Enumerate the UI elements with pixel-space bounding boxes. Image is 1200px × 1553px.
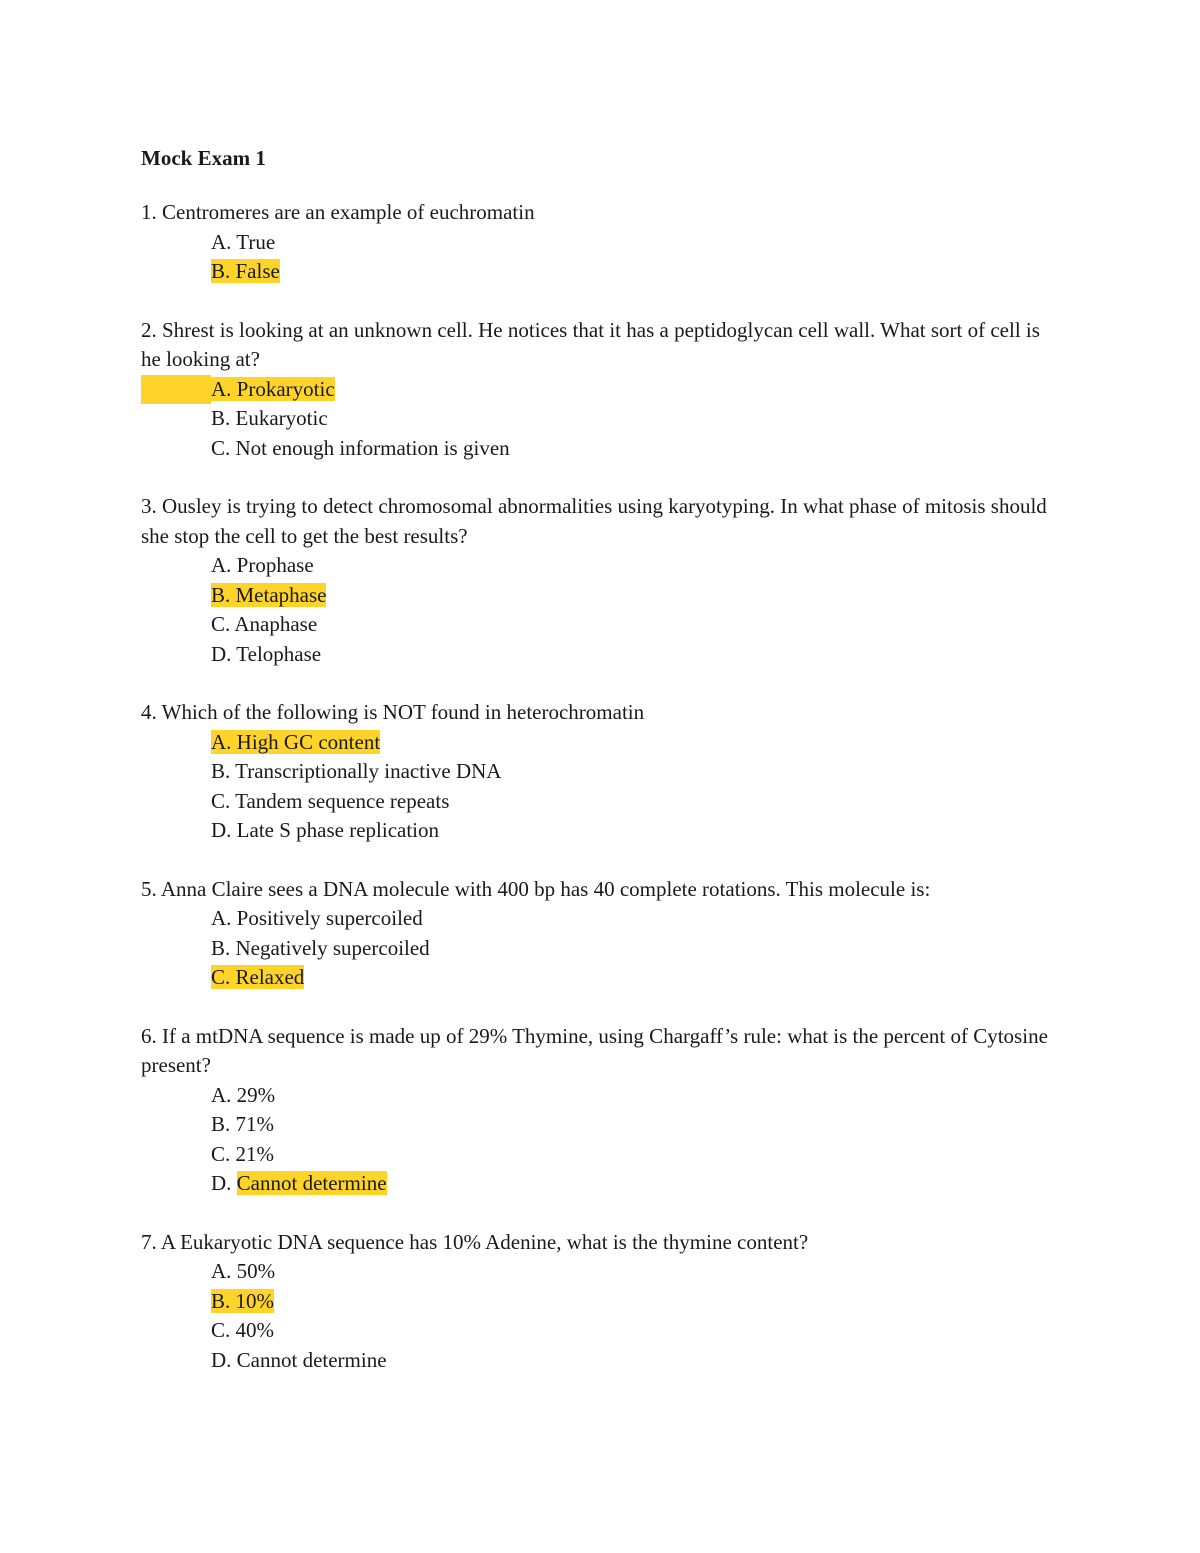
answer-option: A. True — [211, 229, 276, 254]
answer-option: C. Not enough information is given — [211, 435, 510, 460]
answer-option: A. 29% — [211, 1082, 276, 1107]
question-1 — [141, 198, 1061, 287]
answer-option: A. 50% — [211, 1259, 276, 1283]
answer-option — [141, 1287, 1061, 1317]
question-text: 5. Anna Claire sees a DNA molecule with 400 bp has 40 complete rotations. This molecule is: — [141, 876, 931, 901]
answer-option: D. Cannot determine — [211, 1347, 387, 1372]
answer-option: C. 40% — [211, 1318, 274, 1342]
answer-option — [141, 963, 1061, 993]
page-title: Mock Exam 1 — [141, 146, 266, 170]
answer-option: D. Telophase — [211, 641, 322, 666]
highlight-indent — [141, 375, 211, 405]
highlighted-answer: B. Metaphase — [211, 582, 327, 607]
question-5 — [141, 875, 1061, 993]
answer-option: B. Negatively supercoiled — [211, 935, 430, 960]
highlighted-answer: C. Relaxed — [211, 965, 305, 989]
answer-option — [141, 257, 1061, 287]
answer-option — [141, 1169, 1061, 1199]
answer-option — [141, 581, 1061, 611]
answer-option: B. Eukaryotic — [211, 406, 328, 430]
answer-option: B. 71% — [211, 1112, 274, 1136]
answer-option: A. Positively supercoiled — [211, 906, 423, 930]
question-2 — [141, 316, 1061, 464]
answer-option — [141, 728, 1061, 758]
question-text: 3. Ousley is trying to detect chromosomal abnormalities using karyotyping. In what phase of mitosis should she stop the cell to get the best results? — [141, 494, 1047, 548]
question-6 — [141, 1022, 1061, 1199]
highlighted-answer: Cannot determine — [236, 1171, 387, 1195]
answer-option: B. Transcriptionally inactive DNA — [211, 759, 502, 783]
answer-prefix: D. — [211, 1171, 237, 1195]
answer-option: A. Prophase — [211, 553, 314, 577]
answer-option — [141, 375, 1061, 405]
question-7 — [141, 1228, 1061, 1376]
answer-option: C. Anaphase — [211, 612, 318, 636]
highlighted-answer: B. 10% — [211, 1288, 274, 1313]
question-text: 6. If a mtDNA sequence is made up of 29% Thymine, using Chargaff’s rule: what is the percent of Cytosine present? — [141, 1023, 1048, 1077]
document-page — [141, 140, 1061, 1404]
question-4 — [141, 698, 1061, 846]
highlighted-answer: B. False — [211, 259, 280, 283]
question-text: 7. A Eukaryotic DNA sequence has 10% Adenine, what is the thymine content? — [141, 1229, 809, 1254]
question-text: 1. Centromeres are an example of euchromatin — [141, 200, 535, 224]
question-3 — [141, 492, 1061, 669]
question-list — [141, 198, 1061, 1375]
answer-option: C. 21% — [211, 1141, 274, 1166]
question-text: 2. Shrest is looking at an unknown cell. He notices that it has a peptidoglycan cell wall. What sort of cell is he looking at? — [141, 317, 1040, 371]
highlighted-answer: A. Prokaryotic — [211, 376, 335, 401]
highlighted-answer: A. High GC content — [211, 729, 381, 754]
question-text: 4. Which of the following is NOT found in heterochromatin — [141, 700, 645, 724]
answer-option: D. Late S phase replication — [211, 818, 440, 842]
answer-option: C. Tandem sequence repeats — [211, 788, 450, 813]
